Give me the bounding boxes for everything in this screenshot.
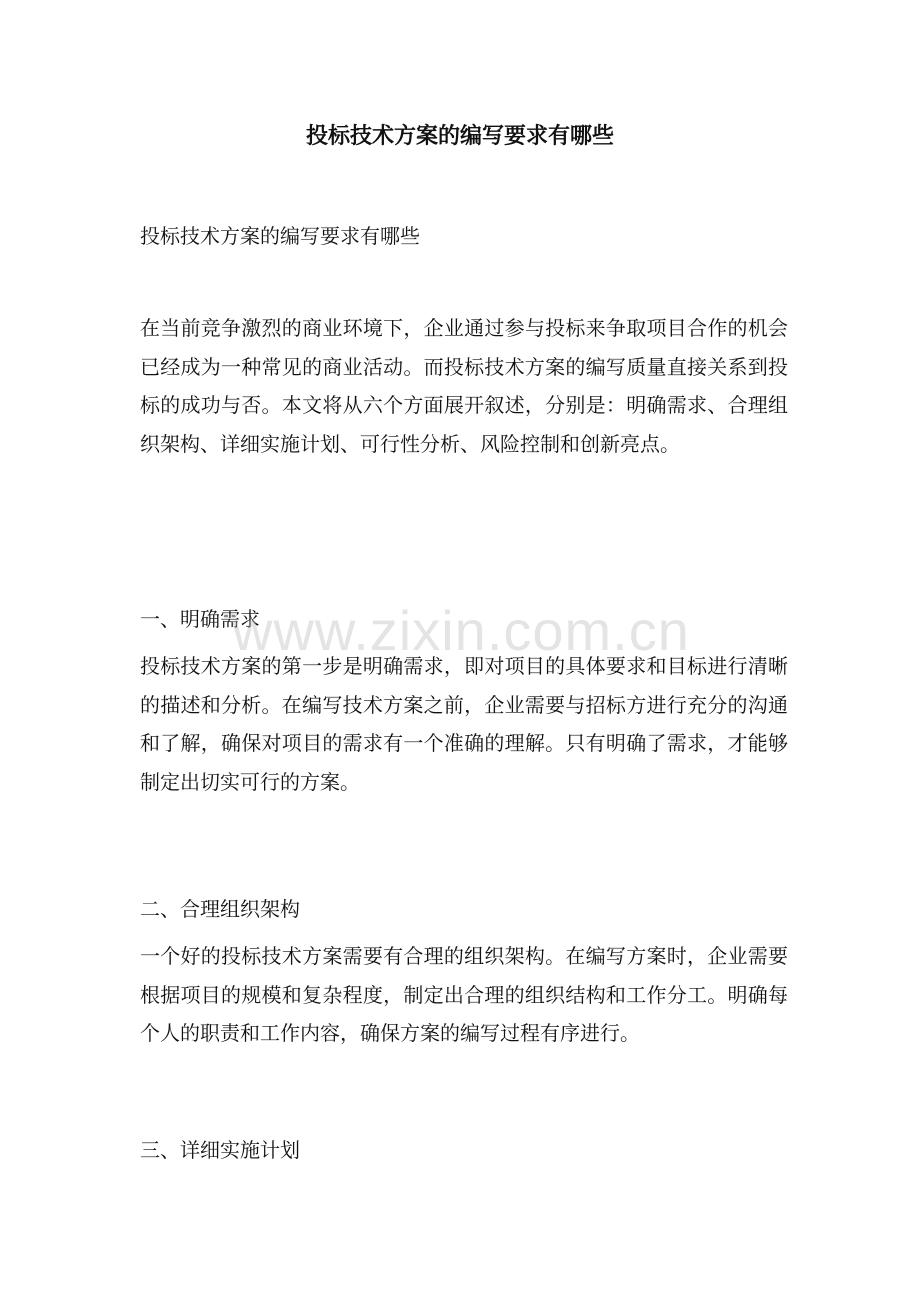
document-subtitle: 投标技术方案的编写要求有哪些 (140, 224, 420, 248)
intro-paragraph: 在当前竞争激烈的商业环境下，企业通过参与投标来争取项目合作的机会已经成为一种常见的商业活动。而投标技术方案的编写质量直接关系到投标的成功与否。本文将从六个方面展开叙述，分别是：明确需求、合理组织架构、详细实施计划、可行性分析、风险控制和创新亮点。 (140, 316, 788, 456)
section-heading-1: 一、明确需求 (140, 607, 260, 631)
section-heading-2: 二、合理组织架构 (140, 897, 300, 921)
section-heading-3: 三、详细实施计划 (140, 1138, 300, 1162)
document-title: 投标技术方案的编写要求有哪些 (305, 123, 614, 149)
watermark: www.zixin.com.cn (232, 599, 690, 662)
section-body-2: 一个好的投标技术方案需要有合理的组织架构。在编写方案时，企业需要根据项目的规模和复杂程度，制定出合理的组织结构和工作分工。明确每个人的职责和工作内容，确保方案的编写过程有序进行。 (140, 944, 788, 1046)
section-body-1: 投标技术方案的第一步是明确需求，即对项目的具体要求和目标进行清晰的描述和分析。在编写技术方案之前，企业需要与招标方进行充分的沟通和了解，确保对项目的需求有一个准确的理解。只有明确了需求，才能够制定出切实可行的方案。 (140, 654, 788, 794)
